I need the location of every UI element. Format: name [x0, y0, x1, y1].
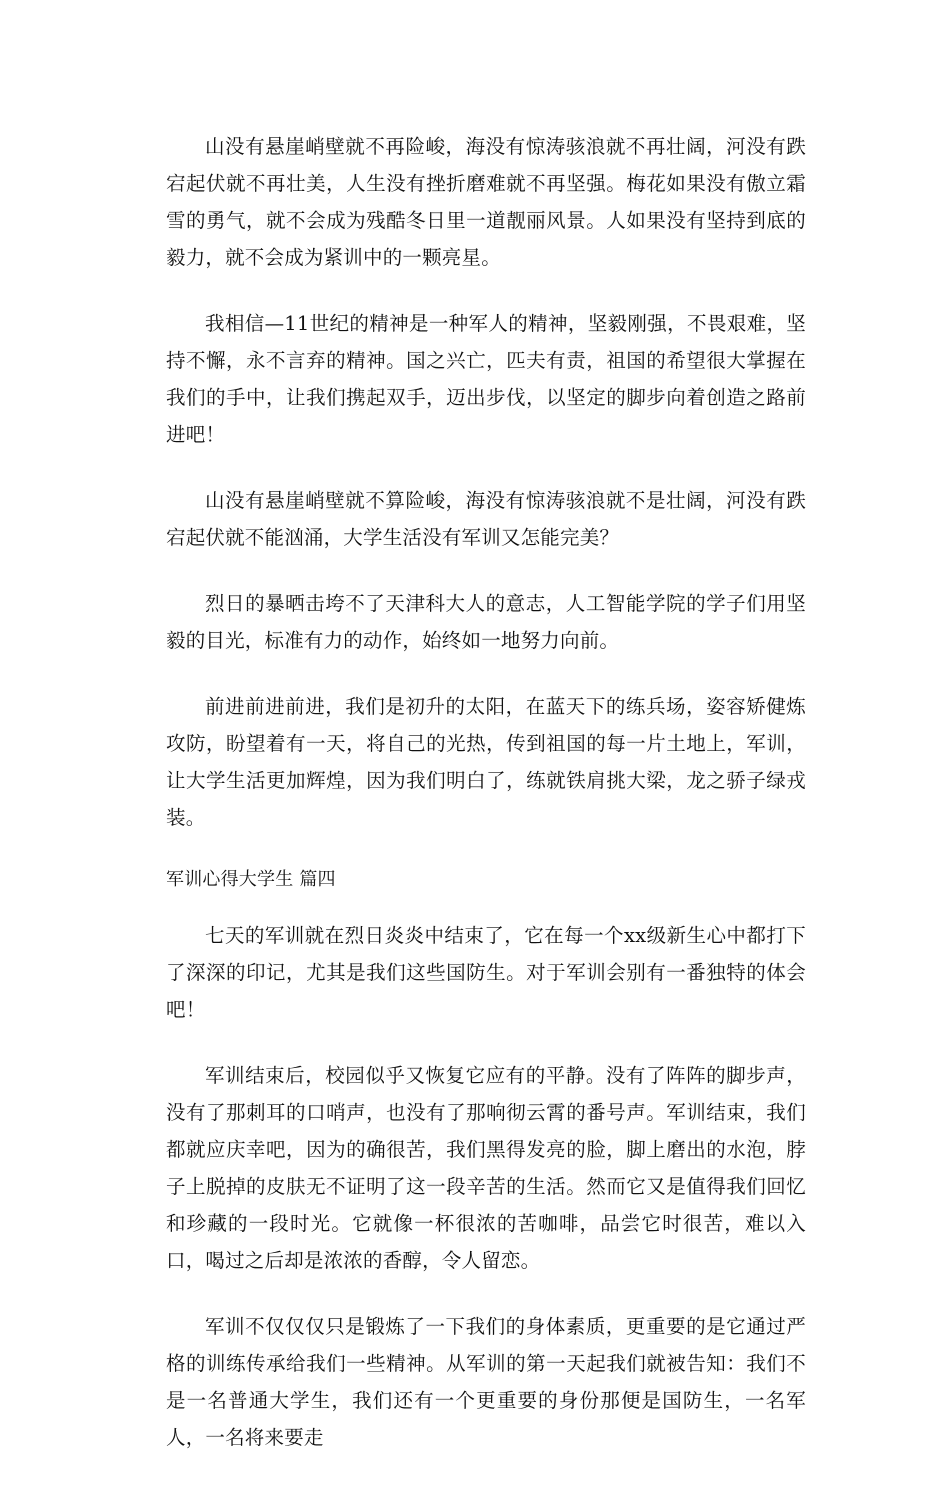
paragraph-1: 山没有悬崖峭壁就不再险峻，海没有惊涛骇浪就不再壮阔，河没有跌宕起伏就不再壮美，人生没有挫折磨难就不再坚强。梅花如果没有傲立霜雪的勇气，就不会成为残酷冬日里一道靓丽风景。人如果没有坚持到底的毅力，就不会成为紧训中的一颗亮星。 [166, 135, 806, 269]
paragraph-6: 七天的军训就在烈日炎炎中结束了，它在每一个xx级新生心中都打下了深深的印记，尤其是我们这些国防生。对于军训会别有一番独特的体会吧！ [166, 924, 806, 1021]
section-heading: 军训心得大学生 篇四 [166, 869, 336, 890]
paragraph-8: 军训不仅仅仅只是锻炼了一下我们的身体素质，更重要的是它通过严格的训练传承给我们一些精神。从军训的第一天起我们就被告知：我们不是一名普通大学生，我们还有一个更重要的身份那便是国防生，一名军人，一名将来要走 [166, 1315, 806, 1449]
paragraph-3: 山没有悬崖峭壁就不算险峻，海没有惊涛骇浪就不是壮阔，河没有跌宕起伏就不能汹涌，大学生活没有军训又怎能完美？ [166, 489, 806, 549]
document-body [166, 128, 806, 1485]
paragraph-4: 烈日的暴晒击垮不了天津科大人的意志，人工智能学院的学子们用坚毅的目光，标准有力的动作，始终如一地努力向前。 [166, 592, 806, 652]
paragraph-5: 前进前进前进，我们是初升的太阳，在蓝天下的练兵场，姿容矫健炼攻防，盼望着有一天，将自己的光热，传到祖国的每一片土地上，军训，让大学生活更加辉煌，因为我们明白了，练就铁肩挑大梁，龙之骄子绿戎装。 [166, 695, 806, 829]
paragraph-2: 我相信—11世纪的精神是一种军人的精神，坚毅刚强，不畏艰难，坚持不懈，永不言弃的精神。国之兴亡，匹夫有责，祖国的希望很大掌握在我们的手中，让我们携起双手，迈出步伐，以坚定的脚步向着创造之路前进吧！ [166, 312, 806, 446]
paragraph-7: 军训结束后，校园似乎又恢复它应有的平静。没有了阵阵的脚步声，没有了那刺耳的口哨声，也没有了那响彻云霄的番号声。军训结束，我们都就应庆幸吧，因为的确很苦，我们黑得发亮的脸，脚上磨出的水泡，脖子上脱掉的皮肤无不证明了这一段辛苦的生活。然而它又是值得我们回忆和珍藏的一段时光。它就像一杯很浓的苦咖啡，品尝它时很苦，难以入口，喝过之后却是浓浓的香醇，令人留恋。 [166, 1064, 806, 1272]
